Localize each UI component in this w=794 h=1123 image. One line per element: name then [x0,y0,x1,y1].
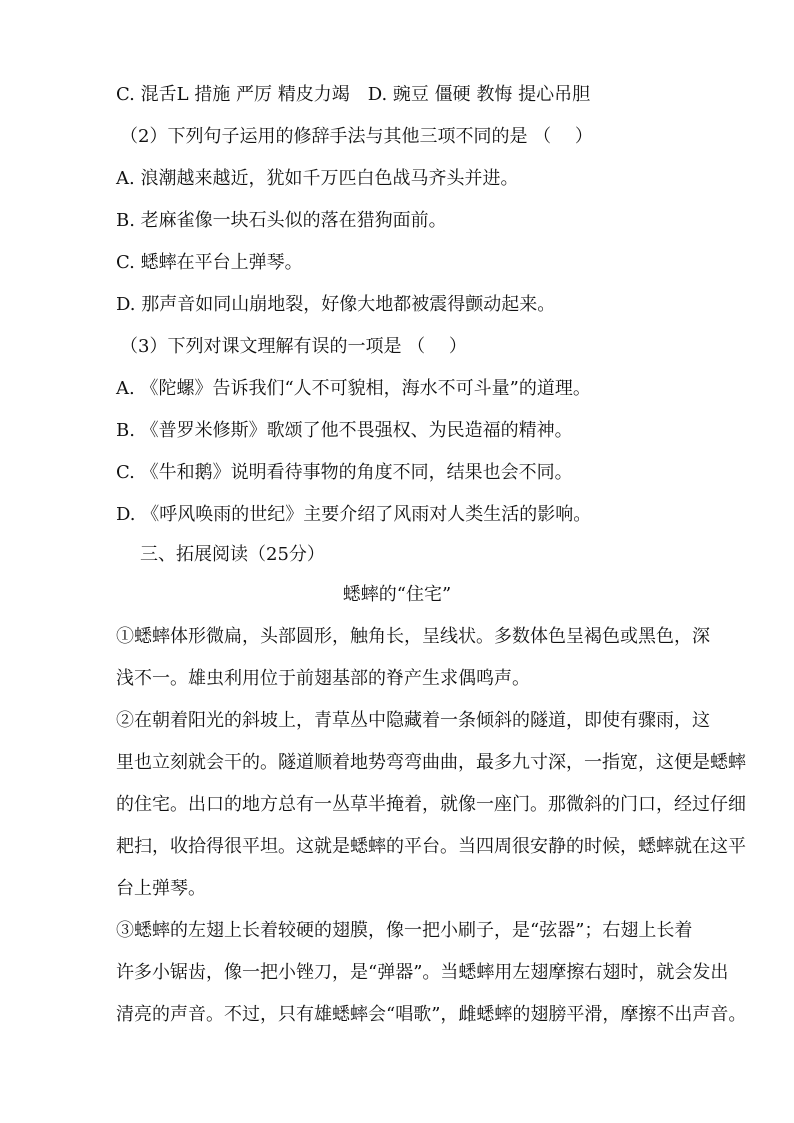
question-3-option-c: C. 《牛和鹅》说明看待事物的角度不同，结果也会不同。 [116,462,573,483]
paragraph-2-line-4: 耙扫，收拾得很平坦。这就是蟋蟀的平台。当四周很安静的时候，蟋蟀就在这平 [116,836,746,857]
question-3-text: （3）下列对课文理解有误的一项是 （ ） [120,336,467,357]
paragraph-2-line-2: 里也立刻就会干的。隧道顺着地势弯弯曲曲，最多九寸深，一指宽，这便是蟋蟀 [116,752,746,773]
question-2-option-d: D. 那声音如同山崩地裂，好像大地都被震得颤动起来。 [116,294,556,315]
question-3-option-b: B. 《普罗米修斯》歌颂了他不畏强权、为民造福的精神。 [116,420,573,441]
paragraph-3-line-2: 许多小锯齿，像一把小锉刀，是“弹器”。当蟋蟀用左翅摩擦右翅时，就会发出 [116,962,729,983]
paragraph-2-line-1: ②在朝着阳光的斜坡上，青草丛中隐藏着一条倾斜的隧道，即使有骤雨，这 [116,710,710,731]
paragraph-2-line-3: 的住宅。出口的地方总有一丛草半掩着，就像一座门。那微斜的门口，经过仔细 [116,794,746,815]
paragraph-1-line-2: 浅不一。雄虫利用位于前翅基部的脊产生求偶鸣声。 [116,668,530,689]
question-2-text: （2）下列句子运用的修辞手法与其他三项不同的是 （ ） [120,126,593,147]
paragraph-3-line-1: ③蟋蟀的左翅上长着较硬的翅膜，像一把小刷子，是“弦器”；右翅上长着 [116,920,693,941]
question-3-option-a: A. 《陀螺》告诉我们“人不可貌相，海水不可斗量”的道理。 [116,378,591,399]
passage-title: 蟋蟀的“住宅” [342,584,452,605]
paragraph-1-line-1: ①蟋蟀体形微扁，头部圆形，触角长，呈线状。多数体色呈褐色或黑色，深 [116,626,710,647]
question-3-option-d: D. 《呼风唤雨的世纪》主要介绍了风雨对人类生活的影响。 [116,504,592,525]
paragraph-2-line-5: 台上弹琴。 [116,878,206,899]
paragraph-3-line-3: 清亮的声音。不过，只有雄蟋蟀会“唱歌”，雌蟋蟀的翅膀平滑，摩擦不出声音。 [116,1004,747,1025]
question-2-option-c: C. 蟋蟀在平台上弹琴。 [116,252,303,273]
section-heading: 三、拓展阅读（25分） [140,544,325,565]
question-2-option-a: A. 浪潮越来越近，犹如千万匹白色战马齐头并进。 [116,168,519,189]
question-2-option-b: B. 老麻雀像一块石头似的落在猎狗面前。 [116,210,447,231]
option-line-c-d-words: C. 混舌L 措施 严厉 精皮力竭 D. 豌豆 僵硬 教悔 提心吊胆 [116,84,591,105]
